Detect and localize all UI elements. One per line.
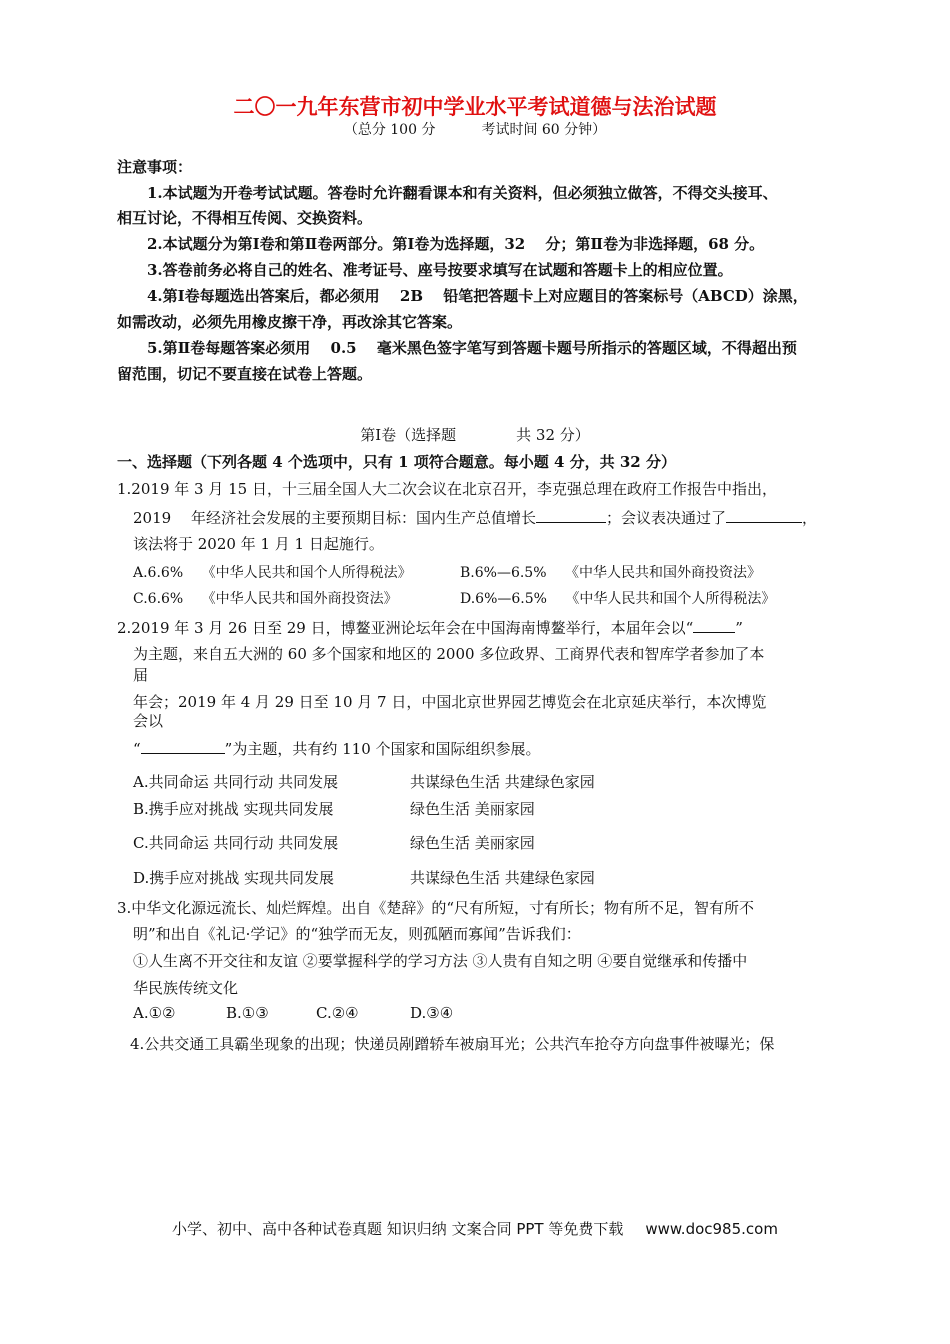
option-d-part2: 共谋绿色生活 共建绿色家园: [410, 869, 595, 887]
option-c-part2: 绿色生活 美丽家园: [410, 834, 535, 852]
note-line: 2.本试题分为第Ⅰ卷和第Ⅱ卷两部分。第Ⅰ卷为选择题，32 分；第Ⅱ卷为非选择题，68 分。: [147, 235, 765, 253]
section-title: [0, 424, 950, 445]
question-1-line: 该法将于 2020 年 1 月 1 日起施行。: [133, 535, 384, 553]
option-a: A.共同命运 共同行动 共同发展: [133, 773, 339, 791]
note-line: 留范围，切记不要直接在试卷上答题。: [117, 365, 373, 383]
note-line: 5.第Ⅱ卷每题答案必须用 0.5 毫米黑色签字笔写到答题卡题号所指示的答题区域，不得超出预: [147, 339, 797, 357]
question-2-line: 年会；2019 年 4 月 29 日至 10 月 7 日，中国北京世界园艺博览会在北京延庆举行，本次博览: [133, 693, 767, 711]
answer-blank: [726, 508, 802, 523]
exam-time: 考试时间 60 分钟）: [481, 122, 607, 138]
section-title-right: 共 32 分）: [516, 426, 590, 444]
note-line: 4.第Ⅰ卷每题选出答案后，都必须用 2B 铅笔把答题卡上对应题目的答案标号（ABCD）涂黑，: [147, 287, 808, 305]
note-line: 3.答卷前务必将自己的姓名、准考证号、座号按要求填写在试题和答题卡上的相应位置。: [147, 261, 733, 279]
question-3-line: 明”和出自《礼记·学记》的“独学而无友，则孤陋而寡闻”告诉我们：: [133, 925, 581, 943]
option-b: B.6%—6.5% 《中华人民共和国外商投资法》: [460, 565, 761, 581]
page-footer: [0, 1218, 950, 1239]
question-4-line: 4.公共交通工具霸坐现象的出现；快递员剐蹭轿车被扇耳光；公共汽车抢夺方向盘事件被曝光；保: [130, 1035, 775, 1053]
note-line: 如需改动，必须先用橡皮擦干净，再改涂其它答案。: [117, 313, 463, 331]
total-score: （总分 100 分: [343, 122, 436, 138]
question-3-line: 华民族传统文化: [133, 979, 239, 997]
answer-blank: [693, 618, 735, 633]
footer-text: 小学、初中、高中各种试卷真题 知识归纳 文案合同 PPT 等免费下载: [172, 1220, 624, 1238]
option-d: D.携手应对挑战 实现共同发展: [133, 869, 335, 887]
option-d: D.6%—6.5% 《中华人民共和国个人所得税法》: [460, 591, 776, 607]
question-3-line: ①人生离不开交往和友谊 ②要掌握科学的学习方法 ③人贵有自知之明 ④要自觉继承和传播中: [133, 952, 748, 970]
option-a: A.6.6% 《中华人民共和国个人所得税法》: [133, 565, 412, 581]
exam-subtitle: [0, 119, 950, 139]
footer-site-link[interactable]: www.doc985.com: [645, 1220, 778, 1238]
question-1-line: 2019 年经济社会发展的主要预期目标：国内生产总值增长 ；会议表决通过了 ，: [133, 509, 817, 527]
question-1-line: 1.2019 年 3 月 15 日，十三届全国人大二次会议在北京召开，李克强总理在政府工作报告中指出，: [117, 480, 777, 498]
option-c: C.6.6% 《中华人民共和国外商投资法》: [133, 591, 398, 607]
question-2-line: 2.2019 年 3 月 26 日至 29 日，博鳌亚洲论坛年会在中国海南博鳌举行，本届年会以“ ”: [117, 619, 743, 637]
question-2-line: 届: [133, 666, 149, 684]
option-d: D.③④: [410, 1004, 454, 1022]
question-2-line: “ ”为主题，共有约 110 个国家和国际组织参展。: [133, 740, 541, 758]
section-heading: 一、选择题（下列各题 4 个选项中，只有 1 项符合题意。每小题 4 分，共 32 分）: [117, 453, 676, 471]
answer-blank: [536, 508, 606, 523]
option-c: C.共同命运 共同行动 共同发展: [133, 834, 339, 852]
question-3-line: 3.中华文化源远流长、灿烂辉煌。出自《楚辞》的“尺有所短，寸有所长；物有所不足，智有所不: [117, 899, 754, 917]
note-line: 1.本试题为开卷考试试题。答卷时允许翻看课本和有关资料，但必须独立做答，不得交头接耳、: [147, 184, 778, 202]
option-b-part2: 绿色生活 美丽家园: [410, 800, 535, 818]
notes-heading: 注意事项：: [117, 158, 193, 176]
option-a-part2: 共谋绿色生活 共建绿色家园: [410, 773, 595, 791]
note-line: 相互讨论，不得相互传阅、交换资料。: [117, 209, 373, 227]
answer-blank: [141, 739, 225, 754]
option-b: B.携手应对挑战 实现共同发展: [133, 800, 334, 818]
section-title-left: 第Ⅰ卷（选择题: [360, 426, 457, 444]
option-b: B.①③: [226, 1004, 269, 1022]
option-a: A.①②: [133, 1004, 176, 1022]
question-2-line: 为主题，来自五大洲的 60 多个国家和地区的 2000 多位政界、工商界代表和智库学者参加了本: [133, 645, 765, 663]
exam-title: 二〇一九年东营市初中学业水平考试道德与法治试题: [233, 95, 717, 119]
option-c: C.②④: [316, 1004, 359, 1022]
question-2-line: 会以: [133, 712, 164, 730]
